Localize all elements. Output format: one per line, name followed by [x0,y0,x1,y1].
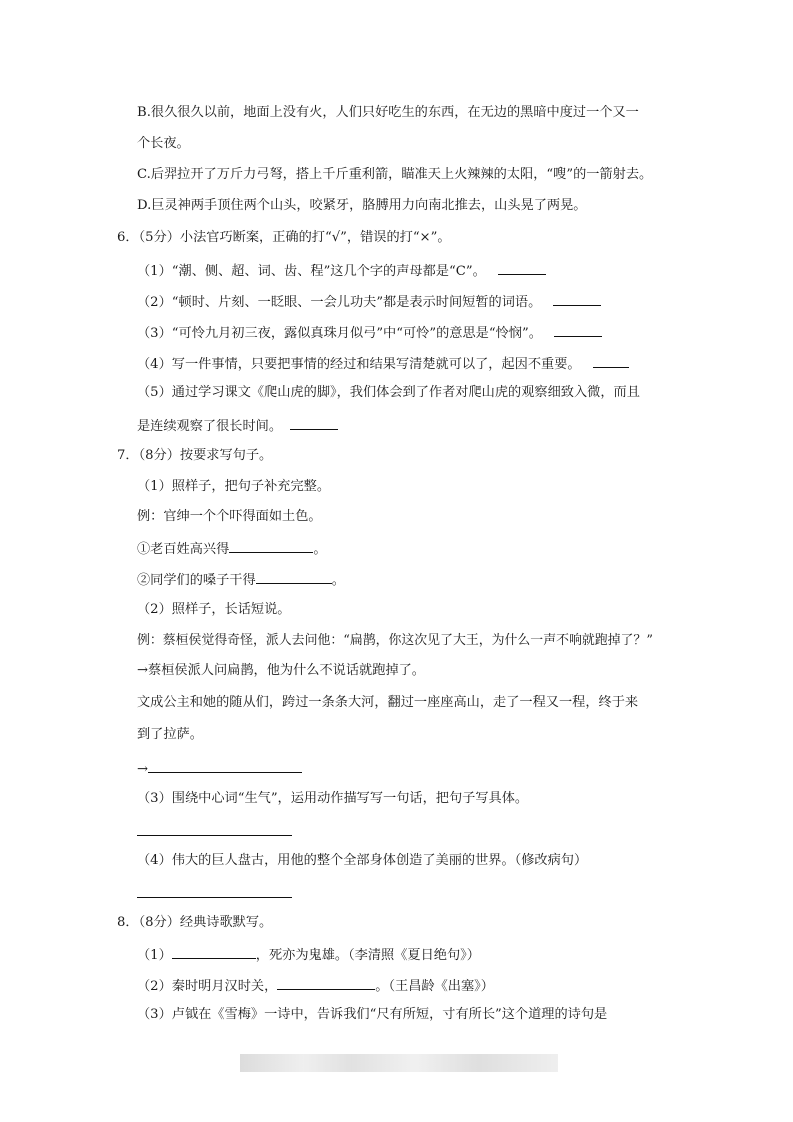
q6-item-5-cont [137,415,338,436]
q8-item-1 [137,944,480,965]
q6-item-1-text: （1）“潮、侧、超、词、齿、程”这几个字的声母都是“C”。 [137,264,486,279]
q7-part4-answer-blank[interactable] [137,883,292,898]
q8-title: 8．（8分）经典诗歌默写。 [117,915,273,930]
q7-title: 7．（8分）按要求写句子。 [117,448,273,463]
q8-item-2-blank[interactable] [277,975,375,990]
blurred-footer-watermark [240,1054,558,1072]
q7-part1-a-period: 。 [313,542,327,557]
q6-item-2 [137,291,601,312]
option-b-line2: 个长夜。 [137,136,190,151]
q6-item-4-text: （4）写一件事情，只要把事情的经过和结果写清楚就可以了，起因不重要。 [137,357,581,372]
q7-part2-example1: 例：蔡桓侯觉得奇怪，派人去问他：“扁鹊，你这次见了大王，为什么一声不响就跑掉了？” [137,633,653,648]
q7-part3-heading: （3）围绕中心词“生气”，运用动作描写写一句话，把句子写具体。 [137,791,529,806]
option-d: D.巨灵神两手顶住两个山头，咬紧牙，胳膊用力向南北推去，山头晃了两晃。 [137,198,587,213]
q7-part1-a-blank[interactable] [229,538,313,553]
q7-part1-b-period: 。 [331,573,345,588]
q7-part1-a [137,538,327,559]
q8-item-2-suffix: 。（王昌龄《出塞》） [375,979,494,994]
q6-item-2-text: （2）“顿时、片刻、一眨眼、一会儿功夫”都是表示时间短暂的词语。 [137,295,542,310]
q6-item-3-text: （3）“可怜九月初三夜，露似真珠月似弓”中“可怜”的意思是“怜悯”。 [137,326,542,341]
q7-part2-answer-blank[interactable] [148,758,302,773]
q7-part1-b-text: ②同学们的嗓子干得 [137,573,256,588]
q8-item-1-blank[interactable] [172,944,256,959]
q8-item-1-prefix: （1） [137,948,172,963]
option-c: C.后羿拉开了万斤力弓弩，搭上千斤重利箭，瞄准天上火辣辣的太阳，“嗖”的一箭射去。 [137,167,653,182]
q6-item-2-answer-blank[interactable] [553,291,601,306]
q6-item-1 [137,260,546,281]
q7-part1-heading: （1）照样子，把句子补充完整。 [137,479,331,494]
q6-item-1-answer-blank[interactable] [498,260,546,275]
q7-part2-text1: 文成公主和她的随从们，跨过一条条大河，翻过一座座高山，走了一程又一程，终于来 [137,695,639,710]
q7-part2-heading: （2）照样子，长话短说。 [137,602,291,617]
q7-part3-answer [137,821,292,842]
q7-part1-example: 例：官绅一个个吓得面如土色。 [137,509,322,524]
q6-item-4-answer-blank[interactable] [593,353,629,368]
q8-item-1-suffix: ，死亦为鬼雄。（李清照《夏日绝句》） [255,948,480,963]
q7-part1-a-text: ①老百姓高兴得 [137,542,230,557]
option-b-line1: B.很久很久以前，地面上没有火，人们只好吃生的东西，在无边的黑暗中度过一个又一 [137,105,639,120]
q7-part2-example2: →蔡桓侯派人问扁鹊，他为什么不说话就跑掉了。 [137,663,425,678]
q8-item-3: （3）卢钺在《雪梅》一诗中，告诉我们“尺有所短，寸有所长”这个道理的诗句是 [137,1007,608,1022]
q7-part1-b-blank[interactable] [256,569,332,584]
q6-title: 6．（5分）小法官巧断案，正确的打“√”，错误的打“×”。 [117,230,451,245]
q6-item-5-cont-text: 是连续观察了很长时间。 [137,419,283,434]
q6-item-5: （5）通过学习课文《爬山虎的脚》，我们体会到了作者对爬山虎的观察细致入微，而且 [137,385,640,400]
q6-item-3 [137,322,602,343]
arrow-icon: → [137,762,149,777]
q7-part4-heading: （4）伟大的巨人盘古，用他的整个全部身体创造了美丽的世界。（修改病句） [137,853,588,868]
q7-part1-b [137,569,345,590]
q6-item-4 [137,353,629,374]
q8-item-2-prefix: （2）秦时明月汉时关， [137,979,278,994]
q8-item-2 [137,975,494,996]
q7-part3-answer-blank[interactable] [137,821,292,836]
q7-part2-answer [137,758,302,779]
q7-part4-answer [137,883,292,904]
q7-part2-text2: 到了拉萨。 [137,727,203,742]
q6-item-5-answer-blank[interactable] [290,415,338,430]
q6-item-3-answer-blank[interactable] [554,322,602,337]
